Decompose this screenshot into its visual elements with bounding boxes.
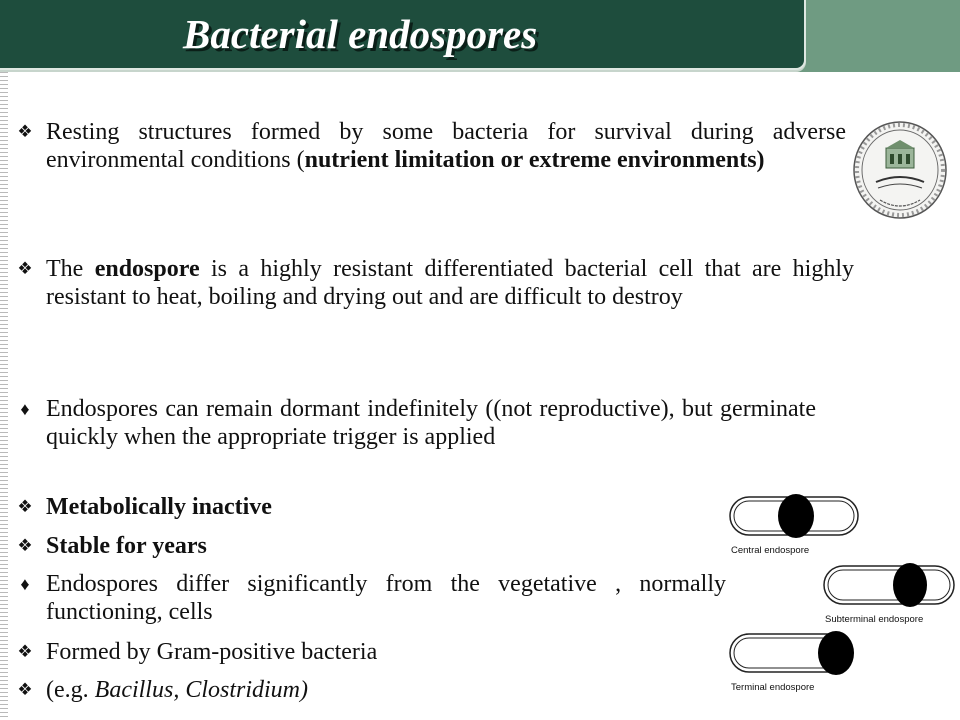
four-diamond-bullet-icon: ❖ — [17, 680, 33, 699]
decorative-stripes — [0, 0, 8, 720]
subterminal-endospore-caption: Subterminal endospore — [825, 614, 924, 625]
bullet-text-part: Endospores can remain dormant indefinitely ((not reproductive), but germinate quickly when the appropriate trigger is applied — [46, 396, 816, 450]
bullet-text-part: endospore — [94, 256, 200, 282]
bullet-text-part: Bacillus, Clostridium) — [94, 677, 308, 703]
bullet-text-part: nutrient limitation or extreme environments) — [304, 147, 765, 173]
diamond-bullet-icon: ♦ — [20, 399, 30, 419]
bullet-text — [46, 118, 846, 174]
diamond-bullet-icon: ♦ — [20, 574, 30, 594]
terminal-endospore-caption: Terminal endospore — [731, 682, 815, 693]
bullet-text-part: Metabolically inactive — [46, 494, 272, 520]
bullet-text — [46, 638, 646, 666]
bullet-text-part: Endospores differ significantly from the vegetative , normally functioning, cells — [46, 571, 726, 625]
bullet-text — [46, 255, 854, 311]
four-diamond-bullet-icon: ❖ — [17, 642, 33, 661]
four-diamond-bullet-icon: ❖ — [17, 259, 33, 278]
four-diamond-bullet-icon: ❖ — [17, 122, 33, 141]
bullet-text — [46, 395, 816, 451]
central-endospore-diagram — [728, 493, 862, 541]
four-diamond-bullet-icon: ❖ — [17, 536, 33, 555]
bullet-text-part: Stable for years — [46, 533, 207, 559]
bullet-text-part: is a highly resistant differentiated bacterial cell that are highly resistant to heat, boiling and drying out and are difficult to destroy — [46, 256, 854, 310]
bullet-text-part: Formed by Gram-positive bacteria — [46, 639, 378, 665]
four-diamond-bullet-icon: ❖ — [17, 497, 33, 516]
bullet-text — [46, 676, 646, 704]
bullet-text — [46, 493, 646, 521]
bullet-text — [46, 570, 726, 626]
bullet-text-part: Resting structures formed by some bacteria for survival during adverse environmental conditions ( — [46, 119, 846, 173]
bullet-text — [46, 532, 646, 560]
university-seal-logo — [850, 118, 950, 222]
bullet-text-part: The — [46, 256, 95, 282]
terminal-endospore-diagram — [728, 630, 858, 678]
central-endospore-caption: Central endospore — [731, 545, 810, 556]
slide-title: Bacterial endospores — [183, 11, 538, 57]
title-box — [0, 0, 806, 70]
subterminal-endospore-diagram — [822, 562, 958, 610]
bullet-text-part: (e.g. — [46, 677, 95, 703]
